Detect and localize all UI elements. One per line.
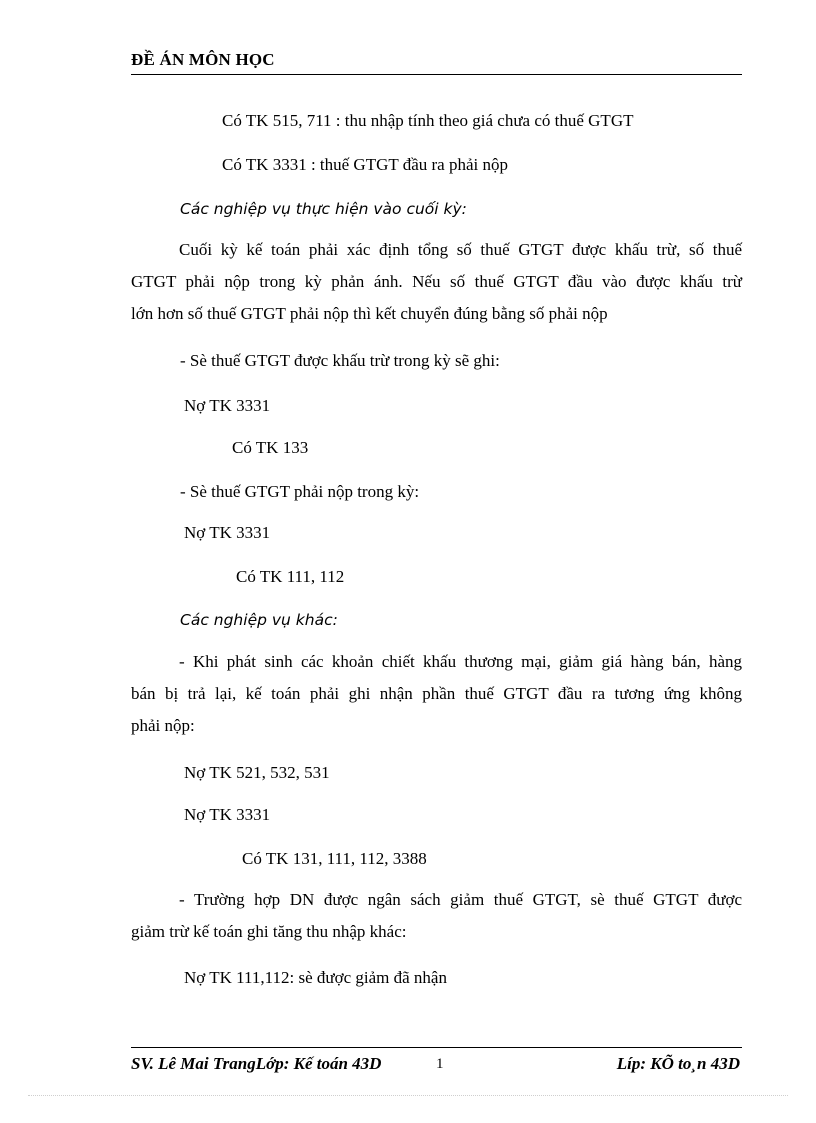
- page-header: [131, 48, 742, 75]
- paragraph-line: - Trường hợp DN được ngân sách giảm thuế GTGT, sè thuế GTGT được: [179, 890, 742, 909]
- entry-debit: Nợ TK 3331: [184, 396, 271, 415]
- paragraph-line: giảm trừ kế toán ghi tăng thu nhập khác:: [131, 922, 407, 941]
- paragraph-line: - Khi phát sinh các khoản chiết khấu thương mại, giảm giá hàng bán, hàng: [179, 652, 742, 671]
- entry-credit: Có TK 111, 112: [236, 567, 345, 586]
- entry-debit: Nợ TK 521, 532, 531: [184, 763, 330, 782]
- page-footer: [131, 1047, 742, 1078]
- footer-class: Líp: KÕ to¸n 43D: [616, 1054, 740, 1073]
- entry-credit-3331: Có TK 3331 : thuế GTGT đầu ra phải nộp: [222, 155, 508, 174]
- section-heading-other: Các nghiệp vụ khác:: [180, 611, 338, 629]
- page-bottom-divider: [28, 1095, 788, 1096]
- paragraph-line: bán bị trả lại, kế toán phải ghi nhận phần thuế GTGT đầu ra tương ứng không: [131, 684, 742, 703]
- footer-author: SV. Lê Mai TrangLớp: Kế toán 43D: [131, 1054, 382, 1073]
- paragraph-line: Cuối kỳ kế toán phải xác định tổng số thuế GTGT được khấu trừ, số thuế: [179, 240, 742, 259]
- paragraph-line: lớn hơn số thuế GTGT phải nộp thì kết chuyển đúng bằng số phải nộp: [131, 304, 608, 323]
- paragraph-line: phải nộp:: [131, 716, 195, 735]
- entry-debit: Nợ TK 3331: [184, 805, 271, 824]
- entry-debit: Nợ TK 111,112: sè được giảm đã nhận: [184, 968, 447, 987]
- entry-credit-515-711: Có TK 515, 711 : thu nhập tính theo giá chưa có thuế GTGT: [222, 111, 634, 130]
- list-item: - Sè thuế GTGT phải nộp trong kỳ:: [180, 482, 420, 501]
- paragraph-line: GTGT phải nộp trong kỳ phản ánh. Nếu số thuế GTGT đầu vào được khấu trừ: [131, 272, 742, 291]
- entry-credit: Có TK 133: [232, 438, 309, 457]
- page-number: 1: [436, 1056, 444, 1072]
- entry-debit: Nợ TK 3331: [184, 523, 271, 542]
- list-item: - Sè thuế GTGT được khấu trừ trong kỳ sẽ ghi:: [180, 351, 500, 370]
- entry-credit: Có TK 131, 111, 112, 3388: [242, 849, 427, 868]
- header-title: ĐỀ ÁN MÔN HỌC: [131, 50, 275, 69]
- section-heading-end-of-period: Các nghiệp vụ thực hiện vào cuối kỳ:: [180, 200, 467, 218]
